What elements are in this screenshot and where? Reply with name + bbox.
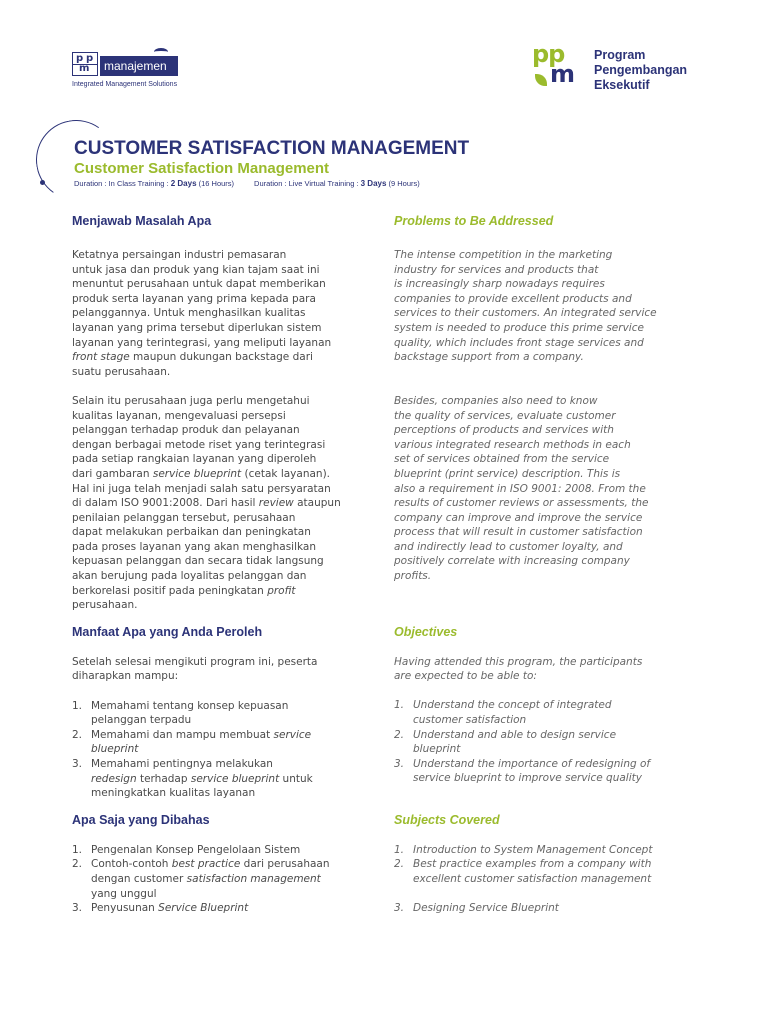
emphasis: satisfaction management [186,872,321,885]
right-heading-problems: Problems to Be Addressed [394,214,554,228]
text-line: Designing Service Blueprint [413,901,559,914]
text-line: Pengenalan Konsep Pengelolaan Sistem [91,843,301,856]
list-number: 1. [394,843,405,856]
left-heading-benefits: Manfaat Apa yang Anda Peroleh [72,624,263,639]
text-span: terhadap [139,772,188,785]
text-line: Understand the concept of integrated [413,699,612,712]
list-item [394,901,704,916]
right-objectives-list [394,698,704,786]
left-topics-list [72,843,378,916]
emphasis: Service Blueprint [158,902,249,915]
text-line: Memahami pentingnya melakukan [91,758,273,770]
text-line: various integrated research methods in each [394,438,631,451]
list-number: 2. [72,858,83,871]
text-line: Selain itu perusahaan juga perlu mengetahui [72,394,310,407]
text-line: layanan yang terintegrasi, yang meliputi layanan [72,336,332,349]
text-line: Understand the importance of redesigning of [413,757,651,770]
text-span: maupun dukungan backstage dari [133,351,313,364]
text-line: companies to provide excellent products and [394,292,632,305]
text-line: dapat melakukan perbaikan dan peningkatan [72,526,311,539]
left-heading-problems: Menjawab Masalah Apa [72,214,212,228]
list-number: 3. [394,757,405,770]
list-item [394,757,704,786]
text-line: penilaian pelanggan tersebut, perusahaan [72,511,296,524]
text-line: industry for services and products that [394,263,599,276]
list-item [72,843,378,858]
list-number: 1. [72,843,83,856]
manajemen-text: manajemen [104,59,167,73]
right-subjects-list [394,843,704,916]
right-objectives-intro [394,655,704,684]
text-line: Introduction to System Management Concept [413,843,653,856]
text-line: pada setiap rangkaian layanan yang diperoleh [72,453,317,466]
brand-line-2: Pengembangan [594,63,688,77]
text-line: positively correlate with increasing company [394,555,630,568]
text-line: blueprint (print service) description. This is [394,467,621,480]
logo-tagline: Integrated Management Solutions [72,81,178,88]
text-line: untuk jasa dan produk yang kian tajam saat ini [72,263,320,276]
ppm-manajemen-logo [72,52,182,92]
text-line: profits. [394,570,432,583]
text-line: pelanggan terhadap produk dan pelayanan [72,424,300,437]
duration-virtual-label: Duration : Live Virtual Training : [254,179,361,188]
list-item [72,901,378,916]
list-number: 2. [394,728,405,741]
emphasis: service [273,728,312,741]
text-span: dari gambaran [72,467,150,480]
ppm-mark-p1: p [76,53,84,64]
list-number: 3. [72,902,83,915]
text-span: dari perusahaan [243,858,330,871]
text-span: Contoh-contoh [91,858,169,871]
list-item [394,857,704,886]
text-line: quality, which includes front stage services and [394,336,644,349]
text-line [72,496,378,511]
ppm-big-mark [532,40,578,90]
text-line [91,857,378,872]
text-line: meningkatkan kualitas layanan [91,787,256,800]
ppm-eksekutif-logo [532,40,712,92]
text-line: pada proses layanan yang akan menghasilkan [72,540,316,553]
text-line: Having attended this program, the participants [394,655,643,668]
text-line: Best practice examples from a company with [413,858,652,871]
list-item [72,757,378,801]
text-line: Ketatnya persaingan industri pemasaran [72,249,287,261]
swoosh-icon [154,48,168,56]
text-line: services to their customers. An integrated service [394,307,657,320]
text-line: results of customer reviews or assessments, the [394,497,649,510]
list-number: 3. [72,758,83,770]
list-item [394,698,704,727]
decorative-dot [40,180,45,185]
text-line [72,467,378,482]
text-line [72,350,378,365]
right-problems-paragraph-1 [394,248,704,365]
duration-inclass-label: Duration : In Class Training : [74,179,171,188]
text-span: berkorelasi positif pada peningkatan [72,584,264,597]
emphasis: service blueprint [190,772,280,785]
right-heading-objectives: Objectives [394,624,458,639]
duration-virtual-hours: (9 Hours) [386,179,420,188]
list-number: 1. [72,699,83,712]
text-line: company can improve and improve the service [394,511,643,524]
duration-inclass-value: 2 Days [170,179,197,188]
text-line [91,742,378,757]
text-line: Setelah selesai mengikuti program ini, peserta [72,655,318,668]
text-line: dengan berbagai metode riset yang terintegrasi [72,438,326,451]
list-number: 3. [394,901,405,914]
text-line: is increasingly sharp nowadays requires [394,278,605,291]
emphasis: front stage [72,351,130,364]
list-item [72,857,378,901]
brand-line-3: Eksekutif [594,78,650,92]
text-line: Besides, companies also need to know [394,394,598,407]
right-problems-paragraph-2 [394,394,704,584]
left-problems-paragraph-2 [72,394,378,613]
text-line [91,901,378,916]
text-line [91,772,378,787]
text-line: are expected to be able to: [394,670,537,683]
list-number: 2. [72,728,83,741]
text-line: yang unggul [91,887,157,900]
text-line: set of services obtained from the service [394,453,610,466]
list-item [394,728,704,757]
text-line: Memahami tentang konsep kepuasan [91,699,289,712]
duration-virtual-value: 3 Days [360,179,387,188]
text-line: pelanggannya. Untuk menghasilkan kualitas [72,307,306,320]
ppm-mark-p2: p [86,53,94,64]
text-line: process that will result in customer satisfaction [394,526,643,539]
emphasis: service blueprint [152,467,242,480]
text-line: system is needed to produce this prime service [394,321,644,334]
brand-text [594,48,687,93]
page-subtitle: Customer Satisfaction Management [74,160,330,177]
emphasis: redesign [91,772,137,785]
left-column [72,214,378,916]
text-span: Memahami dan mampu membuat [91,728,271,741]
text-line: and indirectly lead to customer loyalty, and [394,540,623,553]
text-line [91,872,378,887]
text-line: perceptions of products and services with [394,424,614,437]
ppm-big-pp: pp [532,40,565,68]
text-line: Understand and able to design service [413,728,617,741]
text-span: untuk [282,772,313,785]
ppm-big-m: m [550,60,576,88]
leaf-icon [535,74,547,86]
text-line: blueprint [413,743,461,756]
text-line: Hal ini juga telah menjadi salah satu persyaratan [72,482,331,495]
text-line [72,584,378,599]
left-benefits-intro [72,655,378,684]
list-item [72,699,378,728]
text-span: Penyusunan [91,902,155,915]
list-number: 1. [394,699,405,712]
text-span: dengan customer [91,872,184,885]
brand-line-1: Program [594,48,646,62]
text-line: kepuasan pelanggan dan secara tidak langsung [72,555,324,568]
text-line: pelanggan terpadu [91,714,192,727]
text-line: suatu perusahaan. [72,365,171,378]
text-span: (cetak layanan). [244,467,331,480]
emphasis: best practice [171,858,241,871]
emphasis: profit [267,584,296,597]
text-span: di dalam ISO 9001:2008. Dari hasil [72,497,256,510]
emphasis: review [258,497,294,510]
text-line: akan berujung pada loyalitas pelanggan dan [72,570,307,583]
list-number: 2. [394,858,405,871]
page-title: CUSTOMER SATISFACTION MANAGEMENT [74,138,470,159]
right-column [394,214,704,916]
ppm-mark-m: m [79,63,90,74]
text-line: diharapkan mampu: [72,670,179,683]
text-line: produk serta layanan yang prima kepada para [72,292,316,305]
text-line: the quality of services, evaluate customer [394,409,616,422]
text-line: perusahaan. [72,599,138,612]
manajemen-wordmark [100,56,178,76]
list-item [72,728,378,757]
text-line: menuntut perusahaan untuk dapat memberikan [72,278,326,291]
text-line [91,728,378,743]
text-line: The intense competition in the marketing [394,249,613,261]
left-benefits-list [72,699,378,801]
text-line: customer satisfaction [413,714,527,727]
duration-inclass-hours: (16 Hours) [196,179,235,188]
emphasis: blueprint [91,743,139,756]
left-problems-paragraph-1 [72,248,378,379]
text-line: also a requirement in ISO 9001: 2008. From the [394,482,646,495]
left-heading-topics: Apa Saja yang Dibahas [72,812,210,827]
list-item [394,843,704,858]
right-heading-subjects: Subjects Covered [394,812,500,827]
text-line: backstage support from a company. [394,351,584,364]
ppm-mark [72,52,98,76]
text-span: ataupun [297,497,341,510]
text-line: service blueprint to improve service quality [413,772,642,785]
text-line: excellent customer satisfaction management [413,872,652,885]
text-line: layanan yang prima tersebut diperlukan sistem [72,321,322,334]
text-line: kualitas layanan, mengevaluasi persepsi [72,409,286,422]
duration-line [74,179,420,188]
